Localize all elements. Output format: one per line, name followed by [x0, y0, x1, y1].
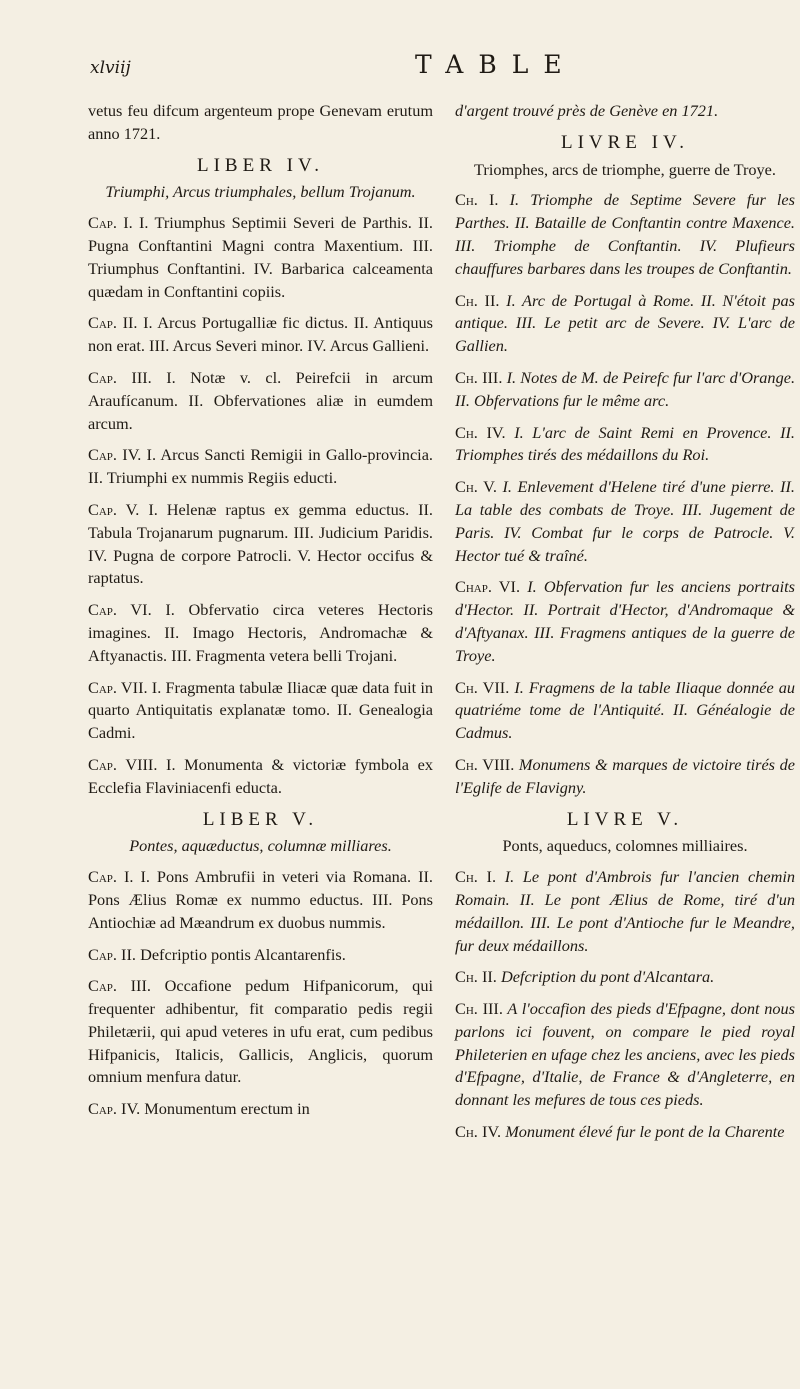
latin-entry [88, 367, 433, 435]
chapter-label: Cap. VII. [88, 677, 148, 697]
latin-entry [88, 499, 433, 590]
french-intro: d'argent trouvé près de Genève en 1721. [455, 101, 719, 120]
chapter-text: I. Fragmenta tabulæ Iliacæ quæ data fuit in quarto Antiquitatis explanatæ tomo. II. Genealogia Cadmi. [88, 677, 433, 743]
french-entry [455, 754, 795, 800]
french-entry [455, 677, 795, 745]
french-entry [455, 998, 795, 1112]
french-entry [455, 866, 795, 957]
french-book4-subtitle: Triomphes, arcs de triomphe, guerre de Troye. [474, 159, 776, 179]
chapter-text: I. Notæ v. cl. Peirefcii in arcum Araufícanum. II. Obfervationes aliæ in eumdem arcum. [88, 367, 433, 433]
french-book4-title: LIVRE IV. [560, 131, 690, 153]
chapter-text: Occafione pedum Hifpanicorum, qui frequenter adhibentur, fit comparatio pedis regii Philetærii, qui apud veteres in ufu erat, cum pedibus Hifpanicis, Italicis, Gallicis, Anglicis, quorum omnium menfura datur. [88, 976, 433, 1087]
latin-entry [88, 212, 433, 303]
chapter-label: Cap. V. [88, 499, 140, 519]
french-entry [455, 966, 795, 989]
french-book5-subtitle: Ponts, aqueducs, colomnes milliaires. [502, 836, 748, 856]
chapter-text: I. Notes de M. de Peirefc fur l'arc d'Orange. II. Obfervations fur le même arc. [455, 367, 796, 410]
chapter-label: Cap. III. [88, 367, 152, 387]
chapter-text: I. Obfervation fur les anciens portraits d'Hector. II. Portrait d'Hector, d'Andromaque & d'Aftyanax. III. Fragmens antiques de la guerre de Troye. [455, 577, 796, 665]
latin-entry [88, 754, 433, 800]
latin-entry [88, 312, 433, 358]
chapter-text: Monumentum erectum in [144, 1099, 310, 1119]
latin-entry [88, 975, 433, 1089]
latin-book5-title: LIBER V. [202, 808, 319, 830]
chapter-label: Cap. VI. [88, 600, 152, 620]
chapter-text: Defcription du pont d'Alcantara. [500, 967, 715, 987]
chapter-text: I. Arcus Portugalliæ fic dictus. II. Antiquus non erat. III. Arcus Severi minor. IV. Arcus Gallieni. [88, 313, 434, 356]
french-entry [455, 422, 795, 468]
page-number: xlviij [90, 58, 131, 78]
french-entry [455, 367, 795, 413]
chapter-text: I. Triumphus Septimii Severi de Parthis. II. Pugna Conftantini Magni contra Maxentium. III. Triumphus Conftantini. IV. Barbarica calceamenta quædam in Conftantini copiis. [88, 213, 433, 301]
chapter-label: Ch. VIII. [455, 754, 515, 774]
latin-column [88, 100, 433, 1130]
chapter-text: Monument élevé fur le pont de la Charente [505, 1122, 785, 1142]
chapter-label: Chap. VI. [455, 577, 521, 597]
chapter-label: Cap. IV. [88, 1099, 141, 1119]
chapter-text: I. Triomphe de Septime Severe fur les Parthes. II. Bataille de Conftantin contre Maxence. III. Triomphe de Conftantin. IV. Plufieurs chauffures barbares dans les troupes de Conftantin. [455, 190, 795, 278]
chapter-label: Ch. V. [455, 477, 497, 497]
latin-book4-subtitle: Triumphi, Arcus triumphales, bellum Trojanum. [105, 182, 416, 202]
page-header [0, 50, 800, 90]
chapter-text: Defcriptio pontis Alcantarenfis. [140, 944, 346, 964]
chapter-label: Cap. II. [88, 944, 136, 964]
chapter-text: I. Arc de Portugal à Rome. II. N'étoit pas antique. III. Le petit arc de Severe. IV. L'arc de Gallien. [455, 290, 796, 356]
chapter-text: Monumens & marques de victoire tirés de l'Eglife de Flavigny. [455, 754, 795, 797]
chapter-label: Ch. II. [455, 290, 500, 310]
latin-catchword [88, 1098, 433, 1121]
chapter-label: Ch. III. [455, 999, 503, 1019]
chapter-text: I. Enlevement d'Helene tiré d'une pierre. II. La table des combats de Troye. III. Jugement de Paris. IV. Combat fur le corps de Patrocle. V. Hector tué & traîné. [455, 477, 795, 565]
chapter-text: I. L'arc de Saint Remi en Provence. II. Triomphes tirés des médaillons du Roi. [455, 422, 795, 465]
french-entry [455, 290, 795, 358]
chapter-text: I. Arcus Sancti Remigii in Gallo-provincia. II. Triumphi ex nummis Regiis educti. [88, 445, 433, 488]
latin-book5-subtitle: Pontes, aquæductus, columnæ milliares. [129, 836, 392, 856]
chapter-label: Cap. VIII. [88, 754, 158, 774]
french-entry [455, 576, 795, 667]
latin-entry [88, 599, 433, 667]
chapter-label: Ch. III. [455, 367, 503, 387]
chapter-label: Cap. I. [88, 213, 133, 233]
latin-book4-title: LIBER IV. [197, 154, 324, 176]
chapter-label: Cap. IV. [88, 445, 142, 465]
chapter-text: I. Pons Ambrufii in veteri via Romana. II. Pons Ælius Romæ ex nummo eductus. III. Pons Antiochiæ ad Mæandrum ex duobus nummis. [88, 867, 433, 932]
latin-intro: vetus feu difcum argenteum prope Genevam erutum anno 1721. [88, 101, 433, 143]
latin-entry [88, 866, 433, 934]
chapter-label: Ch. IV. [455, 1122, 502, 1142]
chapter-label: Ch. IV. [455, 422, 506, 442]
chapter-label: Ch. I. [455, 867, 497, 887]
chapter-text: I. Le pont d'Ambrois fur l'ancien chemin Romain. II. Le pont Ælius de Rome, tiré d'un médaillon. III. Le pont d'Antioche fur le Meandre, fur deux médaillons. [455, 867, 795, 955]
french-column [455, 100, 795, 1153]
chapter-label: Cap. III. [88, 976, 151, 996]
french-catchword [455, 1121, 795, 1144]
chapter-text: I. Helenæ raptus ex gemma eductus. II. Tabula Trojanarum pugnarum. III. Judicium Paridis. IV. Pugna de corpore Patrocli. V. Hector occifus & raptatus. [88, 499, 433, 588]
chapter-label: Ch. II. [455, 967, 497, 987]
latin-entry [88, 444, 433, 490]
chapter-text: I. Obfervatio circa veteres Hectoris imagines. II. Imago Hectoris, Andromachæ & Aftyanactis. III. Fragmenta vetera belli Trojani. [88, 600, 433, 665]
chapter-label: Cap. I. [88, 867, 134, 887]
running-title: TABLE [415, 50, 577, 79]
french-entry [455, 476, 795, 567]
chapter-label: Ch. VII. [455, 677, 510, 697]
french-entry [455, 189, 795, 280]
chapter-text: A l'occafion des pieds d'Efpagne, dont nous parlons ici fouvent, on compare le pied royal Phileterien en ufage chez les anciens, avec les pieds d'Efpagne, d'Italie, de France & d'Angleterre, en donnant les mefures de tous ces pieds. [455, 999, 796, 1110]
chapter-text: I. Monumenta & victoriæ fymbola ex Ecclefia Flaviniacenfi educta. [88, 754, 433, 797]
french-book5-title: LIVRE V. [566, 808, 684, 830]
chapter-label: Ch. I. [455, 190, 499, 210]
chapter-label: Cap. II. [88, 313, 138, 333]
latin-entry [88, 677, 433, 745]
chapter-text: I. Fragmens de la table Iliaque donnée au quatriéme tome de l'Antiquité. II. Généalogie de Cadmus. [455, 677, 795, 743]
latin-entry [88, 944, 433, 967]
